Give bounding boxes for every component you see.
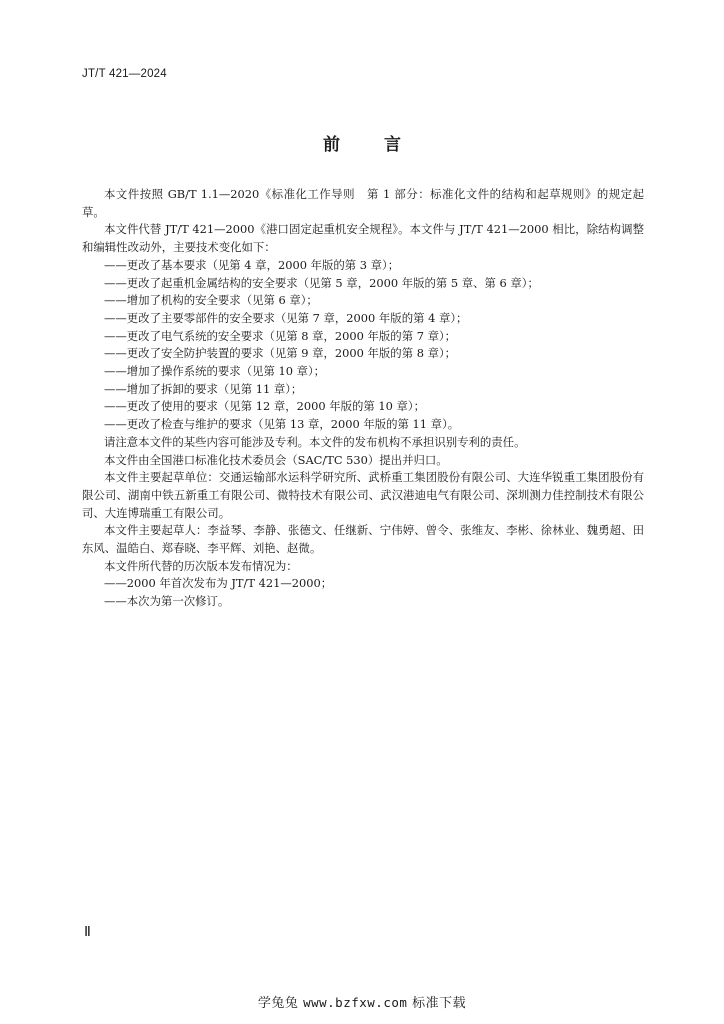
watermark-site: 学兔兔 (257, 996, 299, 1011)
document-code: JT/T 421—2024 (82, 68, 167, 80)
paragraph-drafting-rules: 本文件按照 GB/T 1.1—2020《标准化工作导则 第 1 部分：标准化文件的结构和起草规则》的规定起草。 (82, 187, 644, 219)
change-item: ——更改了电气系统的安全要求（见第 8 章，2000 年版的第 7 章）； (104, 328, 457, 343)
paragraph-history-intro: 本文件所代替的历次版本发布情况为： (104, 558, 298, 573)
title-char-2: 言 (384, 135, 401, 155)
paragraph-replacement: 本文件代替 JT/T 421—2000《港口固定起重机安全规程》。本文件与 JT/T 421—2000 相比，除结构调整和编辑性改动外，主要技术变化如下： (82, 222, 644, 255)
watermark-url: www.bzfxw.com (303, 995, 408, 1010)
title-char-1: 前 (323, 135, 340, 155)
page-number: Ⅱ (84, 925, 91, 940)
watermark-label: 标准下载 (412, 996, 467, 1011)
page-title (0, 130, 724, 155)
change-item: ——更改了检查与维护的要求（见第 13 章，2000 年版的第 11 章）。 (104, 417, 460, 432)
history-item: ——本次为第一次修订。 (104, 594, 230, 609)
change-item: ——更改了安全防护装置的要求（见第 9 章，2000 年版的第 8 章）； (104, 346, 457, 361)
watermark (0, 992, 724, 1011)
change-item: ——更改了基本要求（见第 4 章，2000 年版的第 3 章）； (104, 257, 400, 272)
change-item: ——更改了使用的要求（见第 12 章，2000 年版的第 10 章）； (104, 399, 425, 414)
change-item: ——增加了拆卸的要求（见第 11 章）； (104, 381, 303, 396)
foreword-body (82, 186, 644, 611)
paragraph-proposer: 本文件由全国港口标准化技术委员会（SAC/TC 530）提出并归口。 (104, 452, 448, 467)
paragraph-patent-notice: 请注意本文件的某些内容可能涉及专利。本文件的发布机构不承担识别专利的责任。 (104, 434, 526, 449)
change-item: ——更改了主要零部件的安全要求（见第 7 章，2000 年版的第 4 章）； (104, 310, 468, 325)
paragraph-drafters: 本文件主要起草人：李益琴、李静、张德文、任继新、宁伟婷、曾令、张维友、李彬、徐林业、魏勇超、田东风、温皓白、郑春晓、李平辉、刘艳、赵微。 (82, 523, 644, 556)
change-item: ——增加了操作系统的要求（见第 10 章）； (104, 364, 326, 379)
change-item: ——增加了机构的安全要求（见第 6 章）； (104, 293, 318, 308)
history-item: ——2000 年首次发布为 JT/T 421—2000； (104, 576, 333, 591)
paragraph-drafting-units: 本文件主要起草单位：交通运输部水运科学研究所、武桥重工集团股份有限公司、大连华锐重工集团股份有限公司、湖南中铁五新重工有限公司、微特技术有限公司、武汉港迪电气有限公司、深圳测力佳控制技术有限公司、大连博瑞重工有限公司。 (82, 470, 644, 520)
change-item: ——更改了起重机金属结构的安全要求（见第 5 章，2000 年版的第 5 章、第 6 章）； (104, 275, 539, 290)
